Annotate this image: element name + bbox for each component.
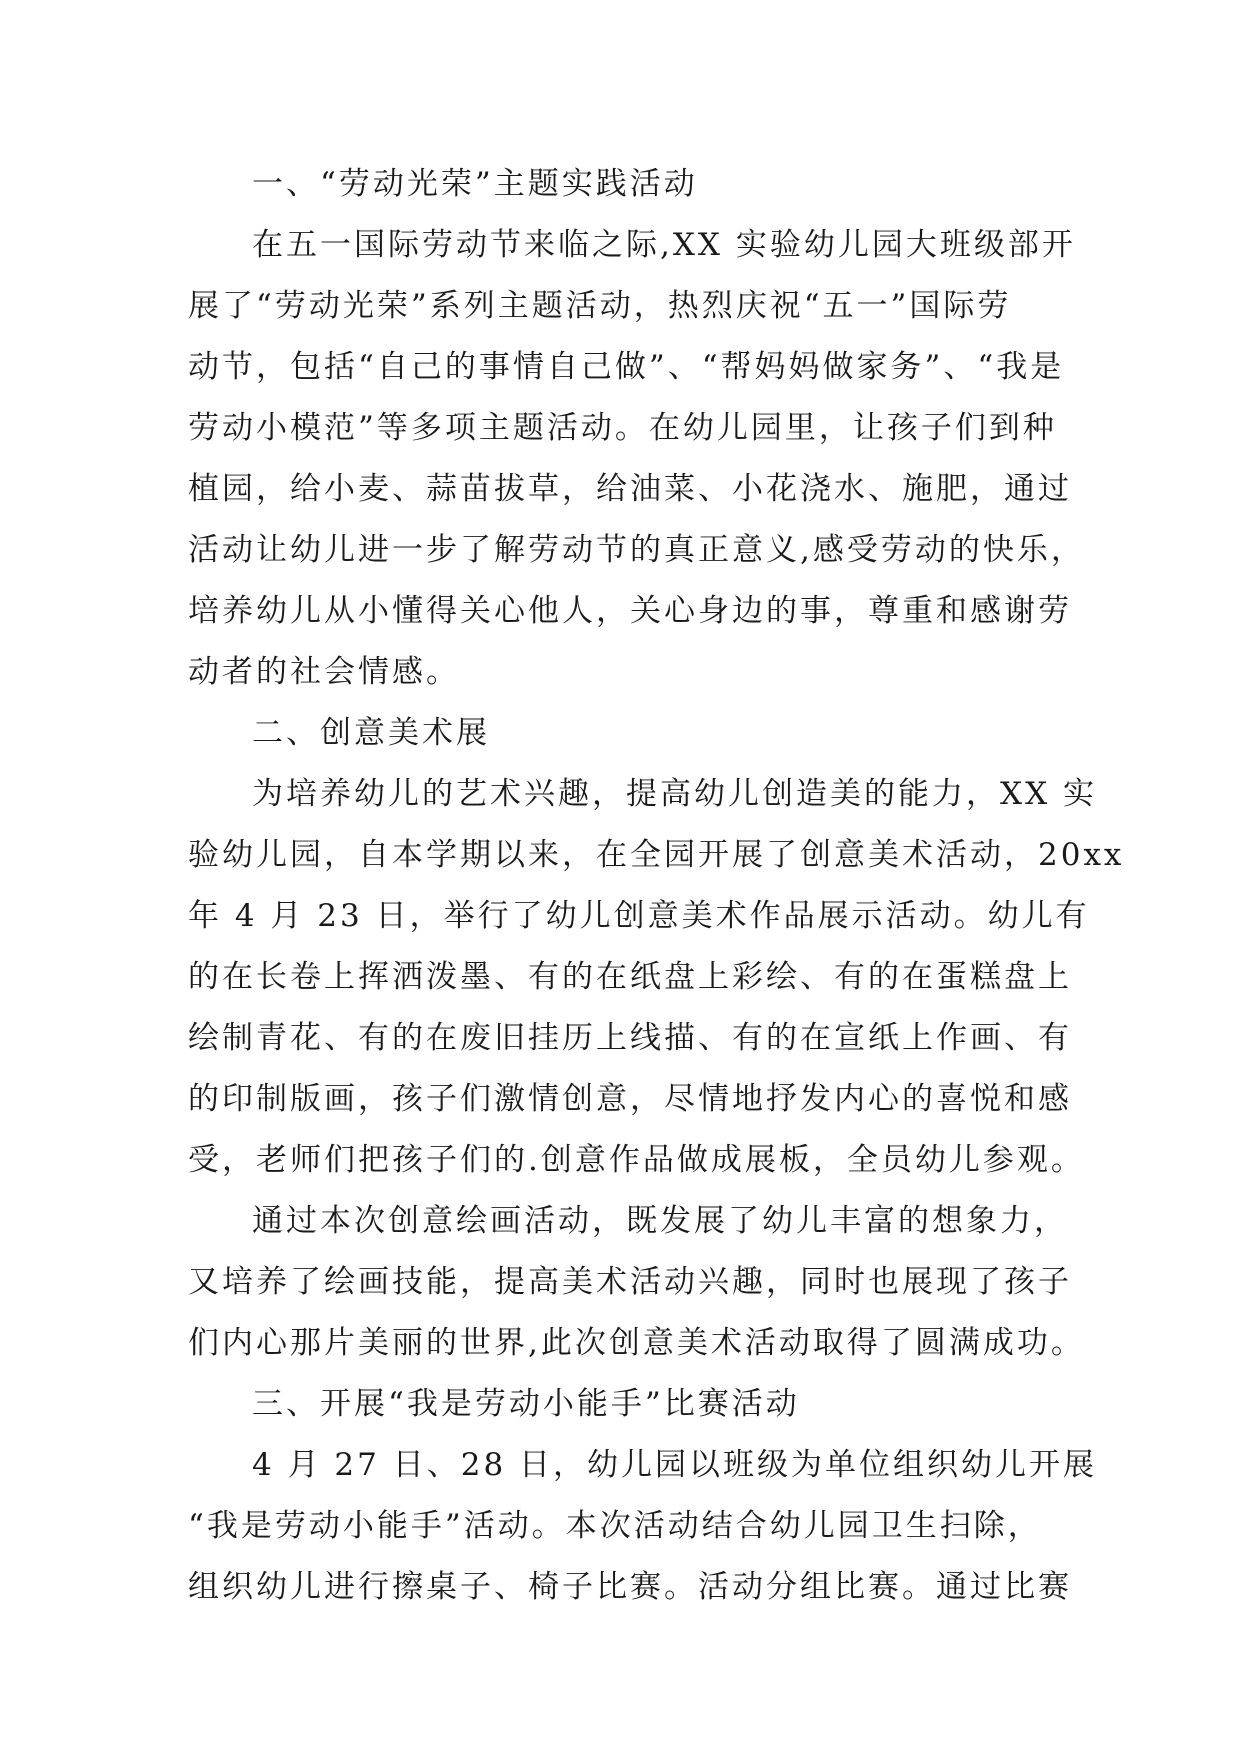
paragraph-line: 又培养了绘画技能，提高美术活动兴趣，同时也展现了孩子 — [188, 1264, 1072, 1300]
section-heading-3: 三、开展“我是劳动小能手”比赛活动 — [252, 1386, 800, 1422]
paragraph-line: “我是劳动小能手”活动。本次活动结合幼儿园卫生扫除， — [188, 1508, 1042, 1544]
paragraph-line: 的在长卷上挥洒泼墨、有的在纸盘上彩绘、有的在蛋糕盘上 — [188, 959, 1072, 995]
paragraph-line: 的印制版画，孩子们激情创意，尽情地抒发内心的喜悦和感 — [188, 1081, 1072, 1117]
paragraph-line: 4 月 27 日、28 日，幼儿园以班级为单位组织幼儿开展 — [252, 1447, 1098, 1483]
paragraph-line: 受，老师们把孩子们的.创意作品做成展板，全员幼儿参观。 — [188, 1142, 1085, 1178]
document-body — [188, 154, 1125, 1618]
paragraph-line: 为培养幼儿的艺术兴趣，提高幼儿创造美的能力，XX 实 — [252, 776, 1097, 812]
paragraph-line: 培养幼儿从小懂得关心他人，关心身边的事，尊重和感谢劳 — [188, 593, 1072, 629]
paragraph-line: 植园，给小麦、蒜苗拔草，给油菜、小花浇水、施肥，通过 — [188, 471, 1072, 507]
paragraph-line: 绘制青花、有的在废旧挂历上线描、有的在宣纸上作画、有 — [188, 1020, 1072, 1056]
paragraph-line: 们内心那片美丽的世界,此次创意美术活动取得了圆满成功。 — [188, 1325, 1085, 1361]
paragraph-line: 组织幼儿进行擦桌子、椅子比赛。活动分组比赛。通过比赛 — [188, 1569, 1072, 1605]
paragraph-line: 动节，包括“自己的事情自己做”、“帮妈妈做家务”、“我是 — [188, 349, 1065, 385]
paragraph-line: 年 4 月 23 日，举行了幼儿创意美术作品展示活动。幼儿有 — [188, 898, 1090, 934]
section-heading-2: 二、创意美术展 — [252, 715, 490, 751]
paragraph-line: 劳动小模范”等多项主题活动。在幼儿园里，让孩子们到种 — [188, 410, 1057, 446]
paragraph-line: 活动让幼儿进一步了解劳动节的真正意义,感受劳动的快乐， — [188, 532, 1085, 568]
paragraph-line: 验幼儿园，自本学期以来，在全园开展了创意美术活动，20xx — [188, 837, 1125, 873]
paragraph-line: 动者的社会情感。 — [188, 654, 460, 690]
paragraph-line: 展了“劳动光荣”系列主题活动，热烈庆祝“五一”国际劳 — [188, 288, 1012, 324]
section-heading-1: 一、“劳动光荣”主题实践活动 — [252, 166, 698, 202]
paragraph-line: 在五一国际劳动节来临之际,XX 实验幼儿园大班级部开 — [252, 227, 1076, 263]
paragraph-line: 通过本次创意绘画活动，既发展了幼儿丰富的想象力， — [252, 1203, 1068, 1239]
